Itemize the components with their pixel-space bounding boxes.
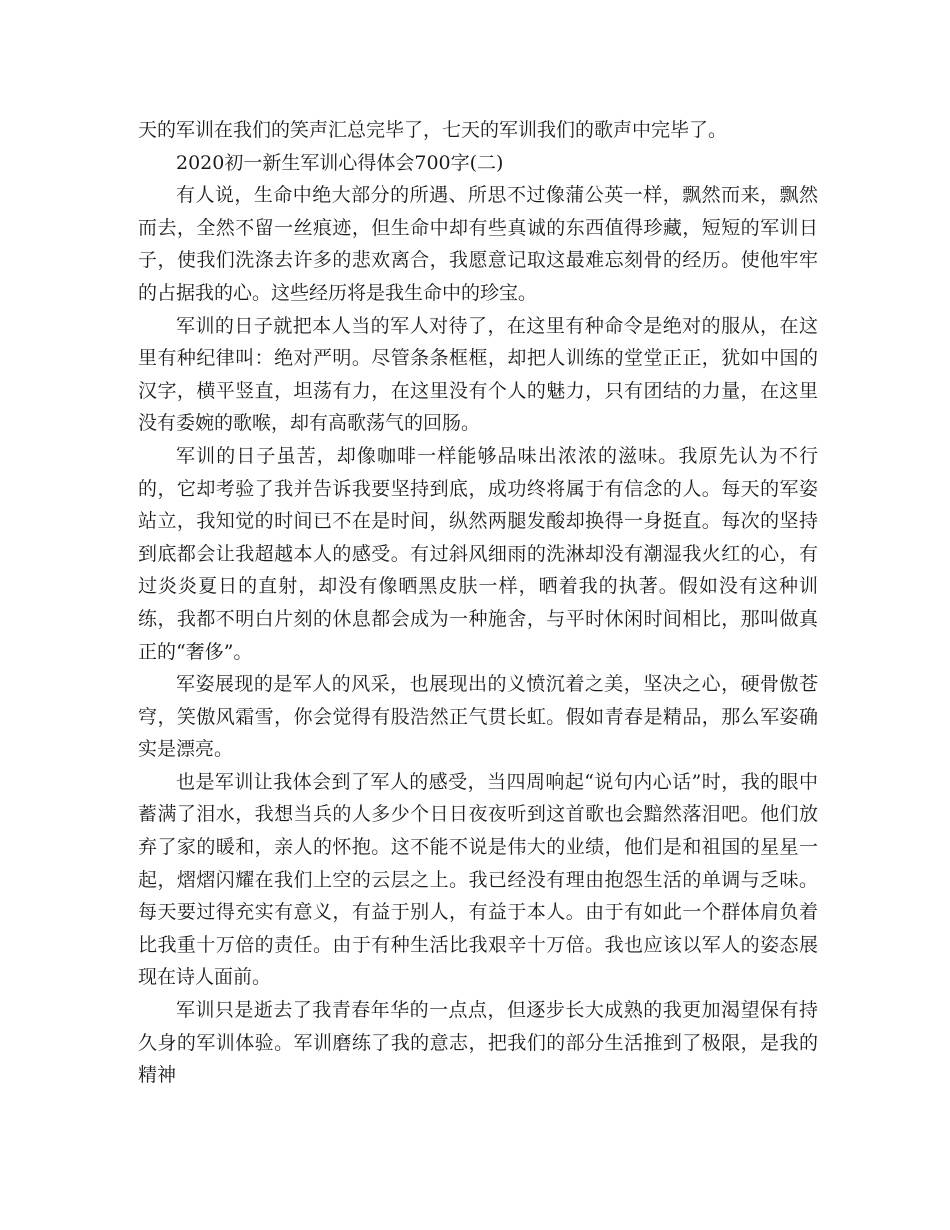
section-heading: 2020初一新生军训心得体会700字(二) bbox=[176, 151, 504, 174]
paragraph: 有人说，生命中绝大部分的所遇、所思不过像蒲公英一样，飘然而来，飘然而去，全然不留一丝痕迹，但生命中却有些真诚的东西值得珍藏，短短的军训日子，使我们洗涤去许多的悲欢离合，我愿意记取这最难忘刻骨的经历。使他牢牢的占据我的心。这些经历将是我生命中的珍宝。 bbox=[138, 184, 818, 304]
paragraph-continuation: 天的军训在我们的笑声汇总完毕了，七天的军训我们的歌声中完毕了。 bbox=[138, 119, 728, 141]
paragraph: 军训的日子虽苦，却像咖啡一样能够品味出浓浓的滋味。我原先认为不行的，它却考验了我并告诉我要坚持到底，成功终将属于有信念的人。每天的军姿站立，我知觉的时间已不在是时间，纵然两腿发酸却换得一身挺直。每次的坚持到底都会让我超越本人的感受。有过斜风细雨的洗淋却没有潮湿我火红的心，有过炎炎夏日的直射，却没有像晒黑皮肤一样，晒着我的执著。假如没有这种训练，我都不明白片刻的休息都会成为一种施舍，与平时休闲时间相比，那叫做真正的“奢侈”。 bbox=[138, 444, 818, 663]
paragraph: 也是军训让我体会到了军人的感受，当四周响起“说句内心话”时，我的眼中蓄满了泪水，我想当兵的人多少个日日夜夜听到这首歌也会黯然落泪吧。他们放弃了家的暖和，亲人的怀抱。这不能不说是伟大的业绩，他们是和祖国的星星一起，熠熠闪耀在我们上空的云层之上。我已经没有理由抱怨生活的单调与乏味。每天要过得充实有意义，有益于别人，有益于本人。由于有如此一个群体肩负着比我重十万倍的责任。由于有种生活比我艰辛十万倍。我也应该以军人的姿态展现在诗人面前。 bbox=[138, 770, 818, 989]
paragraph: 军训只是逝去了我青春年华的一点点，但逐步长大成熟的我更加渴望保有持久身的军训体验。军训磨练了我的意志，把我们的部分生活推到了极限，是我的精神 bbox=[138, 999, 818, 1087]
document-body bbox=[138, 114, 818, 1092]
paragraph: 军训的日子就把本人当的军人对待了，在这里有种命令是绝对的服从，在这里有种纪律叫：绝对严明。尽管条条框框，却把人训练的堂堂正正，犹如中国的汉字，横平竖直，坦荡有力，在这里没有个人的魅力，只有团结的力量，在这里没有委婉的歌喉，却有高歌荡气的回肠。 bbox=[138, 314, 818, 435]
paragraph: 军姿展现的是军人的风采，也展现出的义愤沉着之美，坚决之心，硬骨傲苍穹，笑傲风霜雪，你会觉得有股浩然正气贯长虹。假如青春是精品，那么军姿确实是漂亮。 bbox=[138, 673, 818, 761]
